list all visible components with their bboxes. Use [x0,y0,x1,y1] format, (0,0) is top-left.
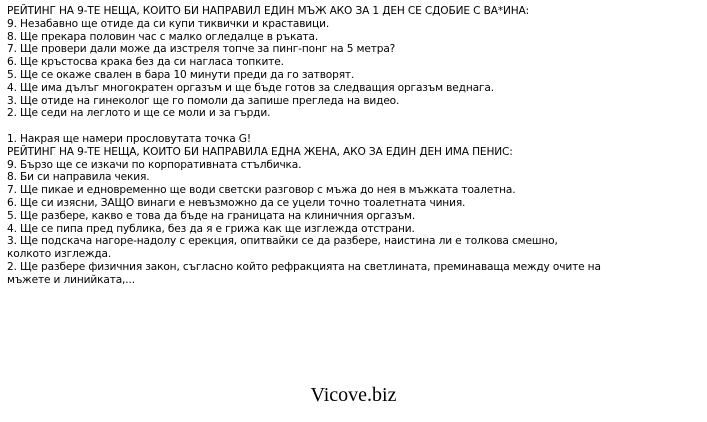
section1-item-8: 8. Ще прекара половин час с малко огледалце в ръката. [7,30,319,43]
section2-item-6: 6. Ще си изясни, ЗАЩО винаги е невъзможно да се уцели точно тоалетната чиния. [7,196,466,209]
section1-item-2: 2. Ще седи на леглото и ще се моли и за гърди. [7,107,271,120]
section1-item-3: 3. Ще отиде на гинеколог ще го помоли да запише прегледа на видео. [7,94,400,107]
section2-item-4: 4. Ще се пипа пред публика, без да я е грижа как ще изглежда отстрани. [7,222,415,235]
section2-item-3: 3. Ще подскача нагоре-надолу с ерекция, опитвайки се да разбере, наистина ли е толкова смешно, колкото изглежда. [7,235,558,261]
section2-item-2: 2. Ще разбере физичния закон, съгласно който рефракцията на светлината, преминаваща между очите на мъжете и линийката,... [7,260,601,286]
section1-item-7: 7. Ще провери дали може да изстреля топче за пинг-понг на 5 метра? [7,43,396,56]
section2-item-7: 7. Ще пикае и едновременно ще води светски разговор с мъжа до нея в мъжката тоалетна. [7,184,516,197]
section1-item-9: 9. Незабавно ще отиде да си купи тиквички и краставици. [7,17,330,30]
site-watermark: Vicove.biz [310,384,397,406]
section1-item-4: 4. Ще има дълъг многократен оргазъм и ще бъде готов за следващия оргазъм веднага. [7,81,494,94]
section1-title: РЕЙТИНГ НА 9-ТЕ НЕЩА, КОИТО БИ НАПРАВИЛ ЕДИН МЪЖ АКО ЗА 1 ДЕН СЕ СДОБИЕ С ВА*ИНА: [7,5,530,17]
joke-text-block [7,5,602,287]
section2-item-5: 5. Ще разбере, какво е това да бъде на границата на клиничния оргазъм. [7,209,416,222]
section1-item-6: 6. Ще кръстосва крака без да си нагласа топките. [7,56,284,69]
section2-item-8: 8. Би си направила чекия. [7,171,150,184]
section2-title: РЕЙТИНГ НА 9-ТЕ НЕЩА, КОИТО БИ НАПРАВИЛА ЕДНА ЖЕНА, АКО ЗА ЕДИН ДЕН ИМА ПЕНИС: [7,145,513,158]
section1-item-5: 5. Ще се окаже свален в бара 10 минути преди да го затворят. [7,68,355,81]
blank-line [7,120,602,133]
section2-item-9: 9. Бързо ще се изкачи по корпоративната стълбичка. [7,158,302,171]
section1-item-1: 1. Накрая ще намери прословутата точка G! [7,132,251,145]
